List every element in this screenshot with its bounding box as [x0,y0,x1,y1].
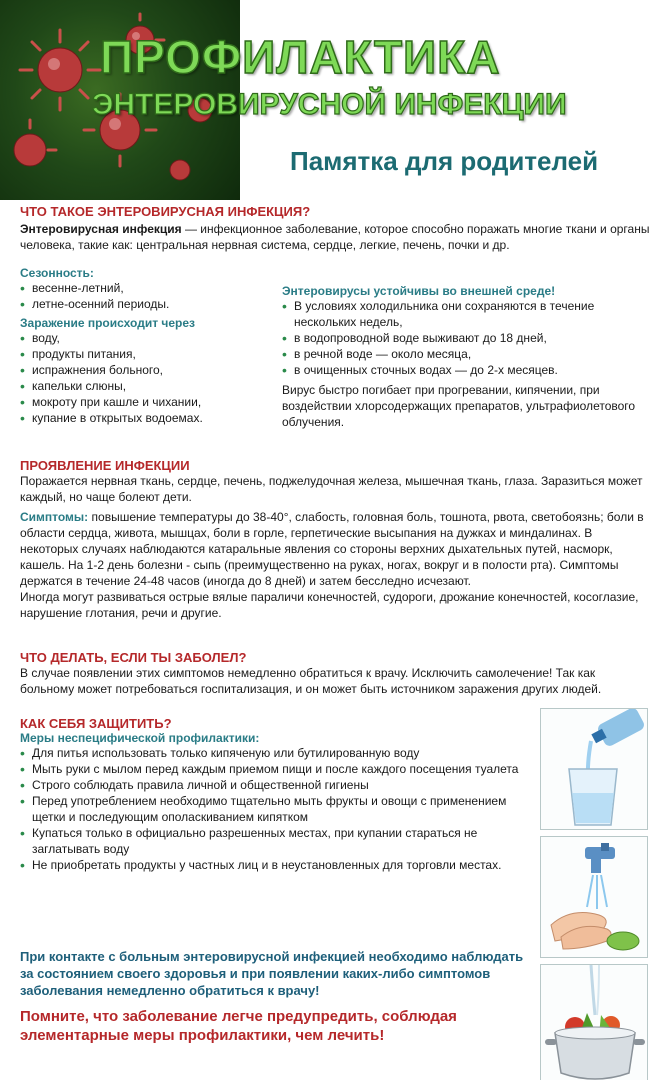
resistance-note: Вирус быстро погибает при прогревании, кипячении, при воздействии хлорсодержащих препаратов, ультрафиолетового облучения. [282,383,636,429]
list-item: • Купаться только в официально разрешенных местах, при купании стараться не заглатывать воду [20,825,530,857]
title-line-2: ЭНТЕРОВИРУСНОЙ ИНФЕКЦИИ [92,88,567,121]
list-item: • испражнения больного, [20,362,270,378]
list-item: • купание в открытых водоемах. [20,410,270,426]
hand-washing-icon [540,836,648,958]
closing-teal-text: При контакте с больным энтеровирусной инфекцией необходимо наблюдать за состоянием своего здоровья и при появлении каких-либо симптомов заболевания немедленно обратиться к врачу! [20,949,524,998]
symptoms-text [20,509,650,589]
protect-list [20,745,530,873]
title-line-1: ПРОФИЛАКТИКА [100,31,501,83]
list-item: • воду, [20,330,270,346]
resistance-heading: Энтеровирусы устойчивы во внешней среде! [282,284,556,298]
vegetables-pot-icon [540,964,648,1080]
header [0,0,661,200]
section-what-is [20,204,650,253]
list-item: • Для питья использовать только кипяченую или бутилированную воду [20,745,530,761]
illustrations [540,708,652,1080]
list-item: • весенне-летний, [20,280,270,296]
section-what-to-do [20,650,650,697]
list-item: • Мыть руки с мылом перед каждым приемом пищи и после каждого посещения туалета [20,761,530,777]
list-item: • в речной воде — около месяца, [282,346,642,362]
list-item: • В условиях холодильника они сохраняются в течение нескольких недель, [282,298,642,330]
protect-subheading: Меры неспецифической профилактики: [20,731,260,745]
what-to-do-heading: ЧТО ДЕЛАТЬ, ЕСЛИ ТЫ ЗАБОЛЕЛ? [20,650,247,665]
seasonality-heading: Сезонность: [20,266,94,280]
section-closing [20,948,525,1045]
list-item: • капельки слюны, [20,378,270,394]
closing-red-text: Помните, что заболевание легче предупредить, соблюдая элементарные меры профилактики, чем лечить! [20,1008,457,1044]
list-item: • Строго соблюдать правила личной и общественной гигиены [20,777,530,793]
subtitle: Памятка для родителей [290,146,599,176]
section-protect [20,716,530,873]
list-item: • Не приобретать продукты у частных лиц и в неустановленных для торговли местах. [20,857,530,873]
list-item: • в очищенных сточных водах — до 2-х месяцев. [282,362,642,378]
what-is-heading: ЧТО ТАКОЕ ЭНТЕРОВИРУСНАЯ ИНФЕКЦИЯ? [20,204,311,219]
seasonality-list [20,280,270,312]
list-item: • в водопроводной воде выживают до 18 дней, [282,330,642,346]
infection-heading: Заражение происходит через [20,316,196,330]
what-is-term: Энтеровирусная инфекция [20,222,182,236]
what-is-definition: — инфекционное заболевание, которое способно поражать многие ткани и органы человека, такие как: центральная нервная система, сердце, легкие, печень, почки и др. [20,222,650,252]
what-to-do-text: В случае появлении этих симптомов немедленно обратиться к врачу. Исключить самолечение! Так как больному может потребоваться госпитализация, и он может быть источником заражения других людей. [20,666,602,696]
right-column [282,284,642,430]
what-is-text [20,221,650,253]
list-item: • продукты питания, [20,346,270,362]
list-item: • летне-осенний периоды. [20,296,270,312]
symptoms-text-2: Иногда могут развиваться острые вялые параличи конечностей, судороги, дрожание конечностей, косоглазие, нарушение глотания, речи и другие. [20,590,639,620]
left-column [20,266,270,426]
list-item: • мокроту при кашле и чихании, [20,394,270,410]
resistance-list [282,298,642,378]
water-glass-icon [540,708,648,830]
infection-list [20,330,270,426]
section-manifestation [20,458,650,621]
manifestation-heading: ПРОЯВЛЕНИЕ ИНФЕКЦИИ [20,458,190,473]
manifestation-text: Поражается нервная ткань, сердце, печень, поджелудочная железа, мышечная ткань, глаза. Заразиться может каждый, но чаще болеют дети. [20,474,643,504]
symptoms-label: Симптомы: [20,510,89,524]
protect-heading: КАК СЕБЯ ЗАЩИТИТЬ? [20,716,172,731]
symptoms-description: повышение температуры до 38-40°, слабость, головная боль, тошнота, рвота, светобоязнь; боли в области сердца, живота, мышцах, боли в горле, герпетические высыпания на дужках и миндалинах. В некоторых случаях наблюдаются катаральные явления со стороны верхних дыхательных путей, насморк, кашель. На 1-2 день болезни - сыпь (преимущественно на руках, ногах, вокруг и в полости рта). Симптомы держатся в течение 24-48 часов (иногда до 8 дней) и затем бесследно исчезают. [20,510,644,588]
list-item: • Перед употреблением необходимо тщательно мыть фрукты и овощи с применением щетки и последующим ополаскиванием кипятком [20,793,530,825]
